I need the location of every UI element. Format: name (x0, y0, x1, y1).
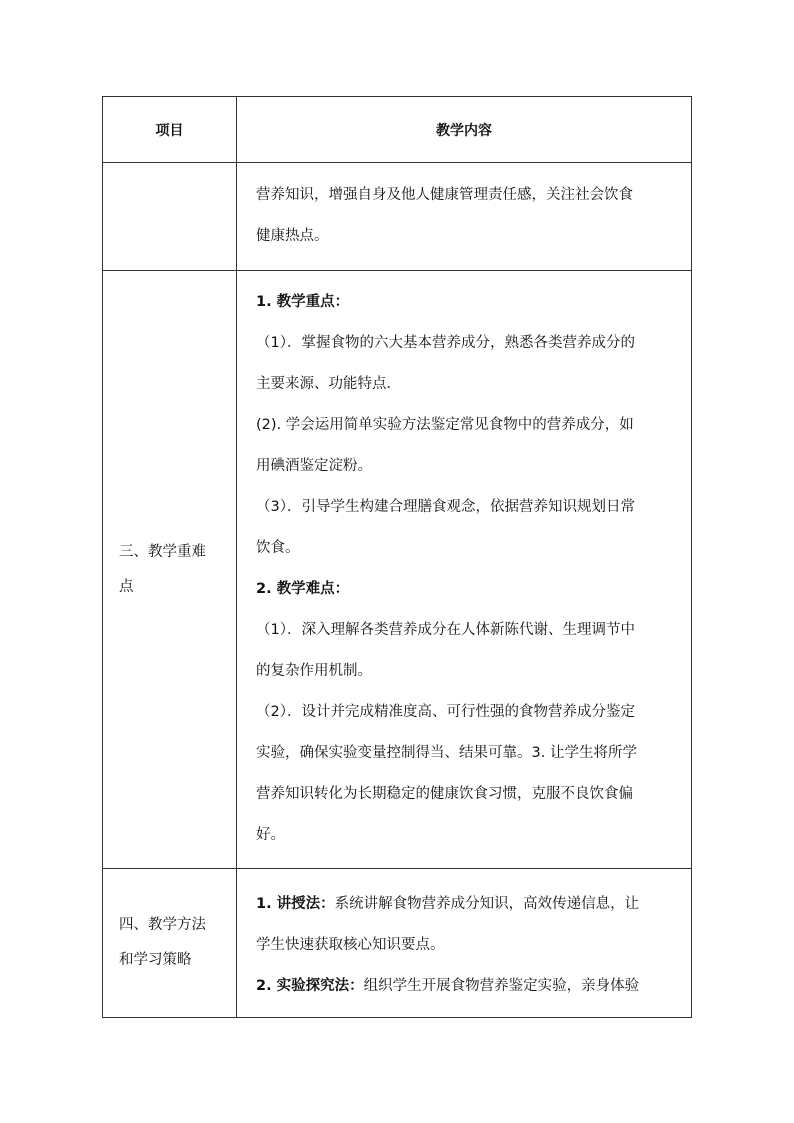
method1-title: 1. 讲授法： (256, 895, 335, 912)
text-line: （1）．深入理解各类营养成分在人体新陈代谢、生理调节中 (256, 621, 635, 638)
text-line: 学生快速获取核心知识要点。 (256, 936, 445, 953)
header-item: 项目 (103, 97, 237, 163)
table-row (103, 163, 692, 271)
method2-line: 组织学生开展食物营养鉴定实验，亲身体验 (363, 977, 640, 994)
label-line: 点 (119, 578, 134, 595)
label-line: 四、教学方法 (119, 917, 206, 933)
header-content: 教学内容 (237, 97, 692, 163)
text-line: （1）．掌握食物的六大基本营养成分，熟悉各类营养成分的 (256, 334, 635, 351)
text-line: (2). 学会运用简单实验方法鉴定常见食物中的营养成分，如 (256, 416, 634, 433)
row2-content (237, 271, 692, 869)
text-line: 的复杂作用机制。 (256, 662, 372, 679)
table-row (103, 271, 692, 869)
text-line (256, 966, 681, 1007)
table-header-row (103, 97, 692, 163)
text-line: 主要来源、功能特点． (256, 375, 401, 392)
label-line: 三、教学重难 (119, 543, 206, 560)
key-points-heading: 1. 教学重点： (256, 293, 350, 310)
text-line: 用碘酒鉴定淀粉。 (256, 457, 372, 474)
text-line: 饮食。 (256, 539, 300, 556)
method2-title: 2. 实验探究法： (256, 977, 364, 994)
row1-content (237, 163, 692, 271)
difficulty-heading: 2. 教学难点： (256, 580, 350, 597)
row3-content (237, 869, 692, 1018)
label-line: 和学习策略 (119, 952, 192, 968)
text-line: （2）．设计并完成精准度高、可行性强的食物营养成分鉴定 (256, 703, 635, 720)
text-line: 营养知识，增强自身及他人健康管理责任感，关注社会饮食 (256, 186, 633, 203)
text-line (256, 884, 681, 925)
text-line: 健康热点。 (256, 227, 329, 244)
text-line: （3）．引导学生构建合理膳食观念，依据营养知识规划日常 (256, 498, 635, 515)
text-line: 好。 (256, 826, 285, 843)
lesson-plan-table (102, 96, 692, 1018)
row3-label (103, 869, 237, 1018)
table-row (103, 869, 692, 1018)
text-line: 实验，确保实验变量控制得当、结果可靠。3. 让学生将所学 (256, 744, 637, 761)
row1-label (103, 163, 237, 271)
method1-line: 系统讲解食物营养成分知识，高效传递信息，让 (334, 895, 640, 912)
text-line: 营养知识转化为长期稳定的健康饮食习惯，克服不良饮食偏 (256, 785, 633, 802)
row2-label (103, 271, 237, 869)
